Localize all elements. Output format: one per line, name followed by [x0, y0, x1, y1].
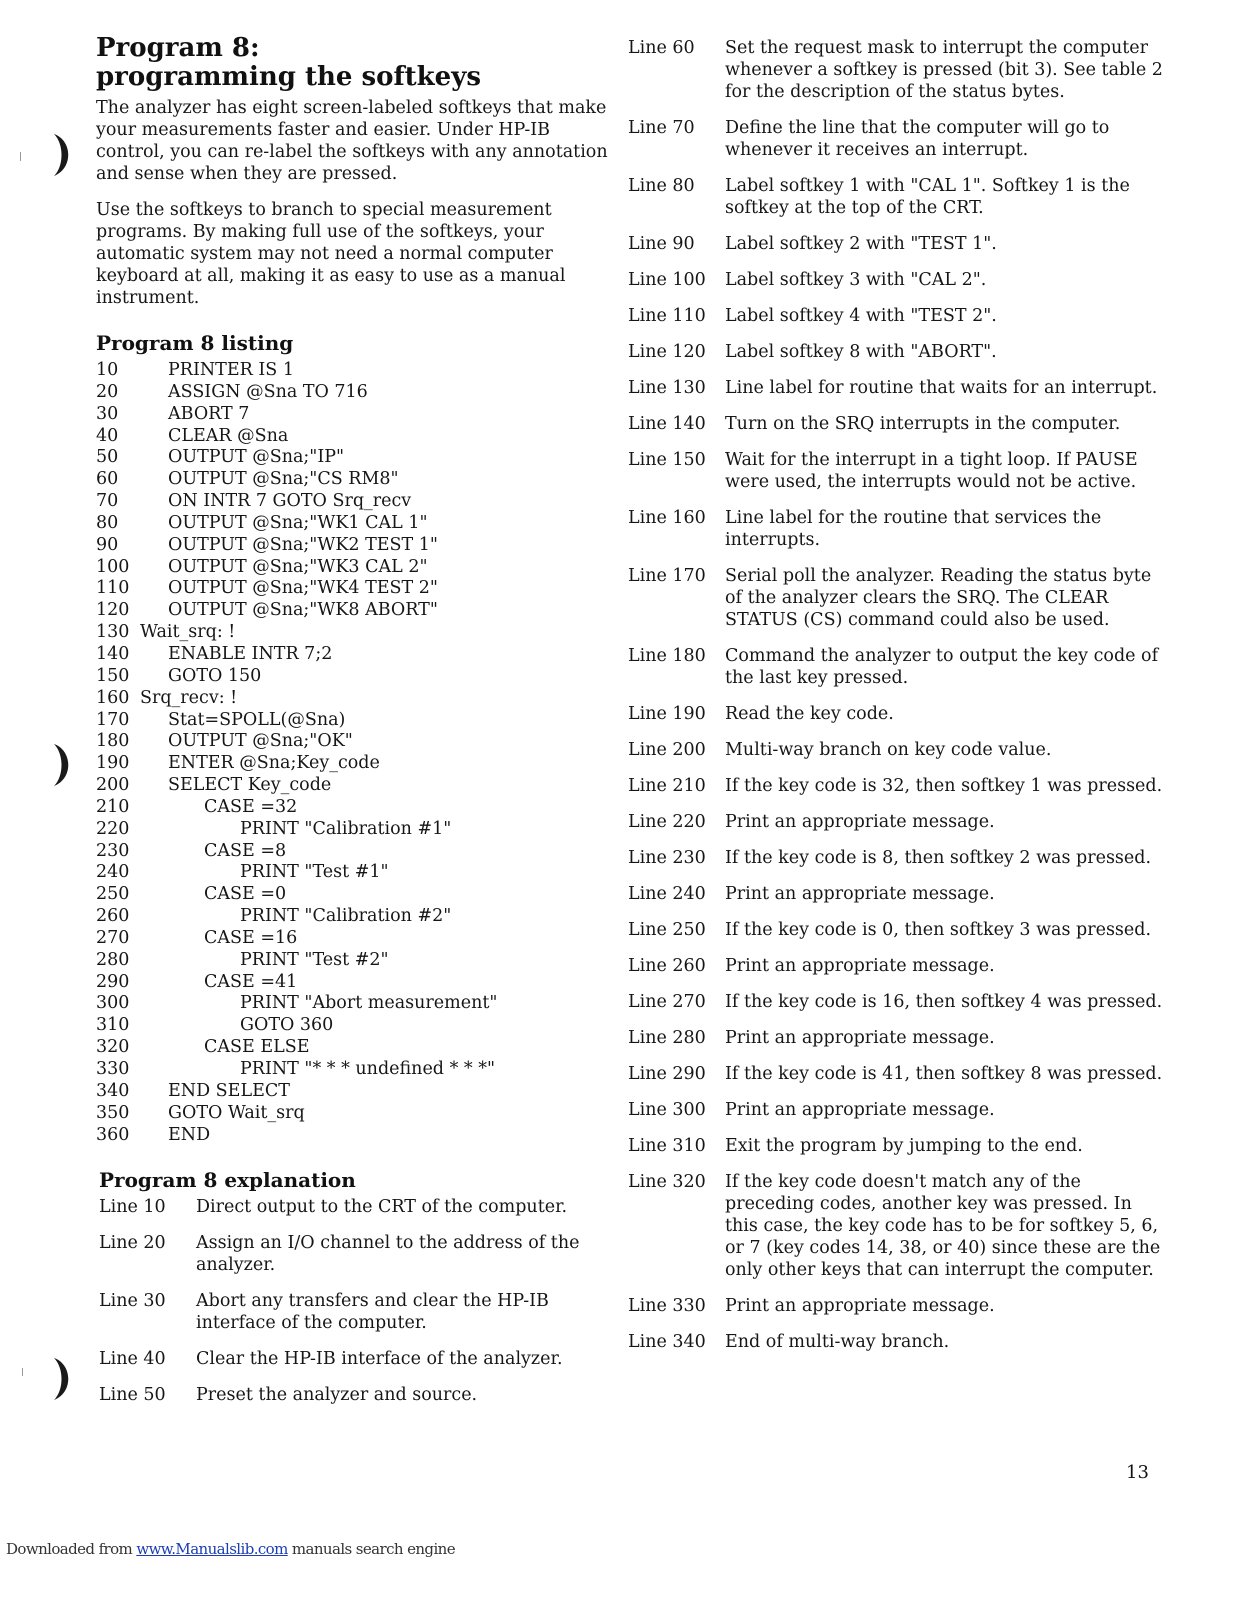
listing-line-number: 270: [96, 927, 130, 948]
explanation-line-label: Line 250: [628, 920, 706, 940]
listing-line: [96, 1059, 616, 1081]
listing-line: [96, 382, 616, 404]
listing-line: [96, 928, 616, 950]
explanation-item: [628, 1295, 1168, 1317]
listing-line: [96, 644, 616, 666]
explanation-text: Line label for the routine that services the interrupts.: [725, 508, 1102, 550]
listing-line-code: Stat=SPOLL(@Sna): [168, 709, 346, 730]
listing-line: [96, 404, 616, 426]
listing-line: [96, 841, 616, 863]
explanation-item: [628, 1171, 1168, 1281]
page-title: [96, 34, 616, 92]
right-column: [628, 37, 1168, 1353]
explanation-text: Direct output to the CRT of the computer.: [196, 1197, 568, 1218]
explanation-line-label: Line 220: [628, 812, 706, 832]
explanation-text: Exit the program by jumping to the end.: [725, 1136, 1083, 1156]
explanation-text: Abort any transfers and clear the HP-IB interface of the computer.: [196, 1291, 549, 1334]
explanation-line-label: Line 70: [628, 118, 695, 138]
explanation-item: [628, 703, 1168, 725]
listing-line: [96, 447, 616, 469]
explanation-line-label: Line 80: [628, 176, 695, 196]
explanation-item: [628, 645, 1168, 689]
explanation-line-label: Line 180: [628, 646, 706, 666]
explanation-text: Define the line that the computer will go to whenever it receives an interrupt.: [725, 118, 1110, 160]
explanation-item: [628, 305, 1168, 327]
explanation-line-label: Line 170: [628, 566, 706, 586]
listing-line-code: PRINT "* * * undefined * * *": [240, 1059, 495, 1079]
intro-paragraph-1: The analyzer has eight screen-labeled softkeys that make your measurements faster and easier. Under HP-IB control, you can re-label the softkeys with any annotation and sense when they are pressed.: [96, 98, 608, 184]
listing-line-code: CASE ELSE: [204, 1037, 310, 1058]
listing-line-number: 220: [96, 818, 130, 839]
listing-line: [96, 884, 616, 906]
listing-line: [96, 993, 616, 1015]
listing-line-code: ON INTR 7 GOTO Srq_recv: [168, 491, 412, 512]
listing-line: [96, 535, 616, 557]
listing-line-code: GOTO Wait_srq: [168, 1102, 305, 1123]
listing-line-code: CASE =32: [204, 796, 298, 817]
explanation-line-label: Line 50: [99, 1385, 166, 1406]
explanation-line-label: Line 10: [99, 1197, 166, 1218]
explanation-text: Set the request mask to interrupt the computer whenever a softkey is pressed (bit 3). See table 2 for the description of the status bytes.: [725, 38, 1163, 102]
listing-line-number: 110: [96, 578, 130, 599]
listing-line-number: 260: [96, 906, 130, 927]
listing-line-number: 190: [96, 753, 130, 774]
binder-hole-mark-middle: [50, 742, 76, 788]
listing-line-number: 160: [96, 687, 130, 708]
listing-line-number: 250: [96, 884, 130, 905]
intro-paragraph-2: Use the softkeys to branch to special measurement programs. By making full use of the softkeys, your automatic system may not need a normal computer keyboard at all, making it as easy to use as a manual instrument.: [96, 200, 566, 308]
listing-line: [96, 426, 616, 448]
listing-line: [96, 972, 616, 994]
explanation-line-label: Line 150: [628, 450, 706, 470]
explanation-text: Multi-way branch on key code value.: [725, 740, 1052, 760]
explanation-text: Turn on the SRQ interrupts in the computer.: [725, 414, 1121, 434]
listing-line: [96, 797, 616, 819]
explanation-line-label: Line 310: [628, 1136, 706, 1156]
scan-speck: [22, 1368, 23, 1376]
listing-line-number: 130: [96, 622, 130, 643]
download-footer: [6, 1540, 455, 1558]
listing-line-code: PRINT "Calibration #1": [240, 818, 452, 839]
explanation-item: [628, 341, 1168, 363]
explanation-item: [628, 991, 1168, 1013]
listing-line: [96, 469, 616, 491]
listing-line-number: 30: [96, 403, 119, 424]
explanation-text: Wait for the interrupt in a tight loop. If PAUSE were used, the interrupts would not be active.: [725, 450, 1138, 492]
explanation-line-label: Line 300: [628, 1100, 706, 1120]
title-line-2: programming the softkeys: [96, 62, 481, 92]
listing-line: [96, 557, 616, 579]
explanation-text: Preset the analyzer and source.: [196, 1385, 478, 1406]
explanation-line-label: Line 200: [628, 740, 706, 760]
left-column: [96, 34, 616, 1406]
explanation-text: Print an appropriate message.: [725, 1100, 995, 1120]
explanation-text: If the key code is 32, then softkey 1 was pressed.: [725, 776, 1163, 796]
listing-line-code: GOTO 150: [168, 665, 262, 686]
page-number: 13: [1126, 1462, 1149, 1483]
listing-line: [96, 906, 616, 928]
listing-line-code: CASE =16: [204, 927, 298, 948]
listing-line-number: 70: [96, 491, 119, 512]
listing-line-number: 330: [96, 1059, 130, 1079]
explanation-text: Print an appropriate message.: [725, 1296, 995, 1316]
explanation-line-label: Line 260: [628, 956, 706, 976]
explanation-line-label: Line 330: [628, 1296, 706, 1316]
listing-line-number: 50: [96, 447, 119, 468]
explanation-item: [628, 1063, 1168, 1085]
explanation-line-label: Line 20: [99, 1233, 166, 1254]
listing-line-number: 40: [96, 425, 119, 446]
explanation-text: Label softkey 8 with "ABORT".: [725, 342, 997, 362]
listing-line-code: OUTPUT @Sna;"WK1 CAL 1": [168, 512, 428, 533]
listing-line-number: 360: [96, 1124, 130, 1145]
listing-line: [96, 578, 616, 600]
listing-line-code: OUTPUT @Sna;"WK3 CAL 2": [168, 556, 428, 577]
listing-line-number: 60: [96, 469, 119, 490]
listing-line-number: 20: [96, 381, 119, 402]
program-listing: [96, 360, 616, 1146]
listing-line-number: 180: [96, 731, 130, 752]
listing-line-number: 340: [96, 1080, 130, 1101]
explanation-left-list: [99, 1196, 616, 1406]
explanation-text: Print an appropriate message.: [725, 884, 995, 904]
listing-line-code: CASE =0: [204, 884, 287, 905]
listing-heading: Program 8 listing: [96, 331, 294, 355]
listing-line-code: ASSIGN @Sna TO 716: [168, 381, 368, 402]
listing-line-code: PRINT "Test #2": [240, 949, 389, 970]
listing-line: [96, 862, 616, 884]
explanation-line-label: Line 30: [99, 1291, 166, 1312]
explanation-text: Assign an I/O channel to the address of the analyzer.: [196, 1233, 580, 1276]
explanation-item: [628, 175, 1168, 219]
explanation-line-label: Line 190: [628, 704, 706, 724]
binder-hole-mark-bottom: [50, 1356, 76, 1402]
listing-line-code: PRINT "Test #1": [240, 862, 389, 883]
explanation-item: [628, 919, 1168, 941]
listing-line-code: GOTO 360: [240, 1015, 334, 1036]
listing-line-number: 120: [96, 600, 130, 621]
listing-line: [96, 513, 616, 535]
listing-line-code: CLEAR @Sna: [168, 425, 289, 446]
explanation-item: [628, 739, 1168, 761]
listing-line-number: 290: [96, 971, 130, 992]
explanation-text: If the key code is 16, then softkey 4 was pressed.: [725, 992, 1163, 1012]
listing-line: [96, 1081, 616, 1103]
explanation-line-label: Line 240: [628, 884, 706, 904]
explanation-item: [99, 1348, 616, 1370]
explanation-item: [628, 775, 1168, 797]
listing-line-code: END: [168, 1124, 211, 1145]
explanation-line-label: Line 130: [628, 378, 706, 398]
explanation-item: [628, 811, 1168, 833]
listing-line: [96, 775, 616, 797]
explanation-line-label: Line 100: [628, 270, 706, 290]
explanation-item: [628, 1099, 1168, 1121]
explanation-item: [628, 377, 1168, 399]
explanation-line-label: Line 290: [628, 1064, 706, 1084]
listing-line-number: 210: [96, 796, 130, 817]
listing-line-code: CASE =41: [204, 971, 298, 992]
explanation-item: [628, 37, 1168, 103]
listing-line: [96, 688, 616, 710]
explanation-heading: Program 8 explanation: [99, 1168, 356, 1193]
listing-line-code: ENABLE INTR 7;2: [168, 643, 333, 664]
explanation-line-label: Line 140: [628, 414, 706, 434]
explanation-item: [99, 1196, 616, 1218]
scan-speck: [20, 152, 21, 161]
listing-line: [96, 491, 616, 513]
explanation-item: [99, 1384, 616, 1406]
explanation-item: [628, 1135, 1168, 1157]
explanation-text: If the key code doesn't match any of the preceding codes, another key was pressed. In this case, the key code has to be for softkey 5, 6, or 7 (key codes 14, 38, or 40) since these are the only other keys that can interrupt the computer.: [725, 1172, 1161, 1280]
listing-line: [96, 666, 616, 688]
explanation-line-label: Line 340: [628, 1332, 706, 1352]
explanation-line-label: Line 120: [628, 342, 706, 362]
listing-line-code: ENTER @Sna;Key_code: [168, 753, 380, 774]
explanation-item: [628, 507, 1168, 551]
footer-prefix: Downloaded from: [6, 1540, 137, 1558]
explanation-item: [99, 1290, 616, 1334]
listing-line: [96, 1015, 616, 1037]
explanation-text: Serial poll the analyzer. Reading the status byte of the analyzer clears the SRQ. The CLEAR STATUS (CS) command could also be used.: [725, 566, 1152, 630]
explanation-text: Print an appropriate message.: [725, 1028, 995, 1048]
listing-line-number: 280: [96, 949, 130, 970]
listing-line-number: 10: [96, 360, 119, 380]
explanation-item: [628, 269, 1168, 291]
explanation-text: Print an appropriate message.: [725, 956, 995, 976]
listing-line-number: 170: [96, 709, 130, 730]
explanation-line-label: Line 280: [628, 1028, 706, 1048]
listing-line-code: OUTPUT @Sna;"OK": [168, 731, 353, 752]
explanation-text: If the key code is 41, then softkey 8 was pressed.: [725, 1064, 1163, 1084]
explanation-item: [628, 1331, 1168, 1353]
explanation-text: If the key code is 8, then softkey 2 was pressed.: [725, 848, 1152, 868]
listing-line: [96, 1103, 616, 1125]
listing-line-code: Wait_srq: !: [140, 622, 236, 643]
explanation-text: Read the key code.: [725, 704, 894, 724]
binder-hole-mark-top: [50, 132, 76, 178]
listing-line: [96, 950, 616, 972]
explanation-line-label: Line 320: [628, 1172, 706, 1192]
listing-line-number: 300: [96, 993, 130, 1014]
listing-line-code: OUTPUT @Sna;"WK2 TEST 1": [168, 534, 438, 555]
listing-line: [96, 600, 616, 622]
explanation-line-label: Line 230: [628, 848, 706, 868]
explanation-right-list: [628, 37, 1168, 1353]
listing-line-code: PRINT "Abort measurement": [240, 993, 498, 1014]
explanation-text: If the key code is 0, then softkey 3 was pressed.: [725, 920, 1152, 940]
listing-line: [96, 753, 616, 775]
explanation-text: Label softkey 3 with "CAL 2".: [725, 270, 987, 290]
listing-line-code: ABORT 7: [168, 403, 250, 424]
listing-line-number: 230: [96, 840, 130, 861]
explanation-line-label: Line 110: [628, 306, 706, 326]
listing-line-number: 80: [96, 512, 119, 533]
explanation-line-label: Line 40: [99, 1349, 166, 1370]
listing-line: [96, 819, 616, 841]
explanation-line-label: Line 160: [628, 508, 706, 528]
listing-line-code: PRINT "Calibration #2": [240, 906, 452, 927]
explanation-item: [628, 449, 1168, 493]
explanation-item: [628, 847, 1168, 869]
explanation-text: Line label for routine that waits for an interrupt.: [725, 378, 1158, 398]
listing-line-number: 240: [96, 862, 130, 883]
listing-line-code: PRINTER IS 1: [168, 360, 294, 380]
explanation-item: [628, 955, 1168, 977]
explanation-item: [628, 565, 1168, 631]
explanation-text: Label softkey 2 with "TEST 1".: [725, 234, 997, 254]
explanation-item: [628, 1027, 1168, 1049]
listing-line: [96, 731, 616, 753]
explanation-item: [628, 233, 1168, 255]
explanation-text: Label softkey 1 with "CAL 1". Softkey 1 is the softkey at the top of the CRT.: [725, 176, 1130, 218]
explanation-text: Print an appropriate message.: [725, 812, 995, 832]
listing-line-number: 140: [96, 643, 130, 664]
listing-line-number: 310: [96, 1015, 130, 1036]
listing-line-code: END SELECT: [168, 1080, 290, 1101]
explanation-item: [99, 1232, 616, 1276]
listing-line: [96, 1037, 616, 1059]
explanation-line-label: Line 90: [628, 234, 695, 254]
explanation-line-label: Line 270: [628, 992, 706, 1012]
listing-line: [96, 1125, 616, 1147]
listing-line-code: SELECT Key_code: [168, 775, 332, 796]
explanation-text: Command the analyzer to output the key code of the last key pressed.: [725, 646, 1159, 688]
explanation-item: [628, 883, 1168, 905]
listing-line: [96, 710, 616, 732]
listing-line-number: 320: [96, 1037, 130, 1058]
explanation-text: End of multi-way branch.: [725, 1332, 950, 1352]
listing-line: [96, 622, 616, 644]
listing-line-number: 200: [96, 775, 130, 796]
title-line-1: Program 8:: [96, 33, 260, 63]
listing-line-code: OUTPUT @Sna;"CS RM8": [168, 469, 399, 490]
listing-line-code: CASE =8: [204, 840, 287, 861]
listing-line-number: 100: [96, 556, 130, 577]
listing-line: [96, 360, 616, 382]
explanation-line-label: Line 210: [628, 776, 706, 796]
listing-line-code: OUTPUT @Sna;"WK4 TEST 2": [168, 578, 438, 599]
explanation-line-label: Line 60: [628, 38, 695, 58]
footer-suffix: manuals search engine: [287, 1540, 455, 1558]
listing-line-code: OUTPUT @Sna;"WK8 ABORT": [168, 600, 438, 621]
explanation-item: [628, 413, 1168, 435]
explanation-item: [628, 117, 1168, 161]
listing-line-number: 350: [96, 1102, 130, 1123]
listing-line-code: OUTPUT @Sna;"IP": [168, 447, 345, 468]
explanation-text: Label softkey 4 with "TEST 2".: [725, 306, 997, 326]
manualslib-link[interactable]: www.Manualslib.com: [136, 1540, 288, 1558]
listing-line-number: 90: [96, 534, 119, 555]
explanation-text: Clear the HP-IB interface of the analyzer.: [196, 1349, 563, 1370]
listing-line-code: Srq_recv: !: [140, 687, 238, 708]
listing-line-number: 150: [96, 665, 130, 686]
